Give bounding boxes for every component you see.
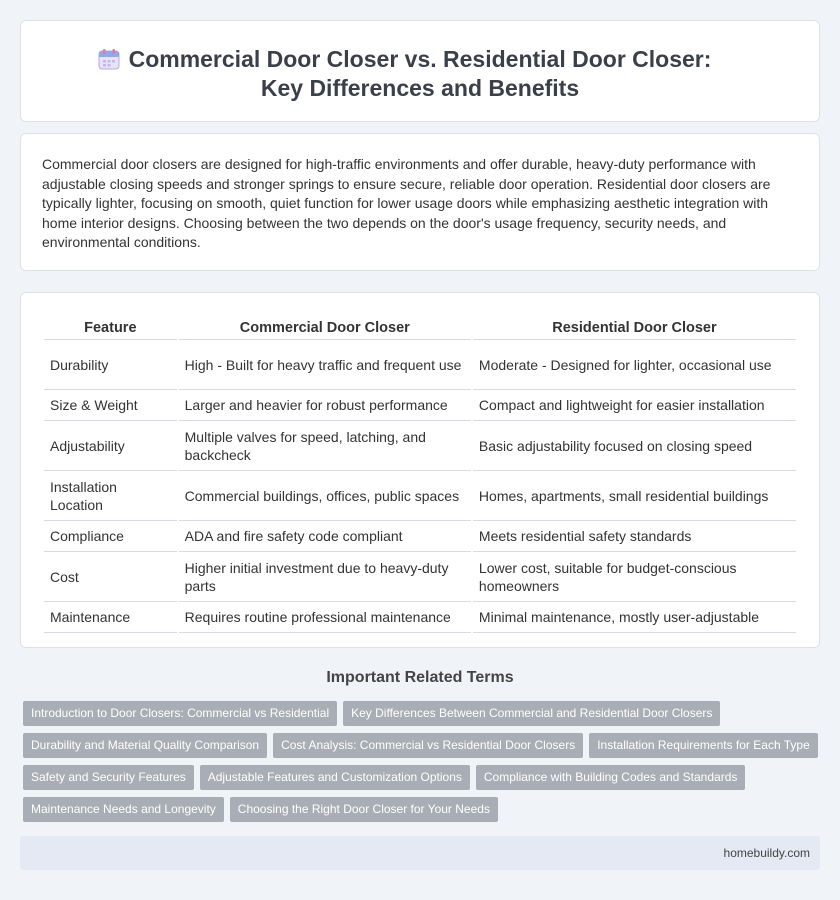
- residential-cell: Compact and lightweight for easier installation: [473, 390, 796, 421]
- comparison-card: [20, 292, 820, 648]
- table-row: [44, 521, 796, 552]
- intro-card: [20, 133, 820, 271]
- column-header-commercial: Commercial Door Closer: [179, 313, 471, 340]
- column-header-feature: Feature: [44, 313, 177, 340]
- table-row: [44, 471, 796, 521]
- commercial-cell: Commercial buildings, offices, public spaces: [179, 471, 471, 521]
- commercial-cell: Higher initial investment due to heavy-duty parts: [179, 552, 471, 602]
- feature-cell: Size & Weight: [44, 390, 177, 421]
- related-term-tag[interactable]: Key Differences Between Commercial and Residential Door Closers: [343, 701, 720, 726]
- feature-cell: Installation Location: [44, 471, 177, 521]
- commercial-cell: Multiple valves for speed, latching, and backcheck: [179, 421, 471, 471]
- commercial-cell: Larger and heavier for robust performance: [179, 390, 471, 421]
- feature-cell: Durability: [44, 340, 177, 390]
- header-card: [20, 20, 820, 122]
- feature-cell: Adjustability: [44, 421, 177, 471]
- related-term-tag[interactable]: Safety and Security Features: [23, 765, 194, 790]
- related-term-tag[interactable]: Maintenance Needs and Longevity: [23, 797, 224, 822]
- table-row: [44, 421, 796, 471]
- residential-cell: Moderate - Designed for lighter, occasional use: [473, 340, 796, 390]
- feature-cell: Compliance: [44, 521, 177, 552]
- footer: [20, 836, 820, 870]
- footer-site-link[interactable]: homebuildy.com: [723, 846, 810, 860]
- comparison-table: [42, 313, 798, 633]
- column-header-residential: Residential Door Closer: [473, 313, 796, 340]
- commercial-cell: Requires routine professional maintenance: [179, 602, 471, 633]
- related-term-tag[interactable]: Compliance with Building Codes and Standards: [476, 765, 745, 790]
- related-terms-list: [23, 701, 823, 829]
- related-term-tag[interactable]: Cost Analysis: Commercial vs Residential Door Closers: [273, 733, 583, 758]
- table-row: [44, 602, 796, 633]
- feature-cell: Maintenance: [44, 602, 177, 633]
- commercial-cell: ADA and fire safety code compliant: [179, 521, 471, 552]
- related-term-tag[interactable]: Durability and Material Quality Comparison: [23, 733, 267, 758]
- residential-cell: Meets residential safety standards: [473, 521, 796, 552]
- residential-cell: Basic adjustability focused on closing speed: [473, 421, 796, 471]
- page-title: Commercial Door Closer vs. Residential Door Closer: Key Differences and Benefits: [128, 46, 712, 101]
- residential-cell: Homes, apartments, small residential buildings: [473, 471, 796, 521]
- related-term-tag[interactable]: Adjustable Features and Customization Options: [200, 765, 470, 790]
- related-term-tag[interactable]: Introduction to Door Closers: Commercial vs Residential: [23, 701, 337, 726]
- related-terms-heading: Important Related Terms: [326, 669, 514, 686]
- related-term-tag[interactable]: Installation Requirements for Each Type: [589, 733, 818, 758]
- table-row: [44, 552, 796, 602]
- table-row: [44, 340, 796, 390]
- related-term-tag[interactable]: Choosing the Right Door Closer for Your Needs: [230, 797, 498, 822]
- intro-paragraph: Commercial door closers are designed for high-traffic environments and offer durable, heavy-duty performance with adjustable closing speeds and stronger springs to ensure secure, reliable door operation. Residential door closers are typically lighter, focusing on smooth, quiet function for lower usage doors while emphasizing aesthetic integration with home interior designs. Choosing between the two depends on the door's usage frequency, security needs, and environmental conditions.: [42, 156, 771, 250]
- feature-cell: Cost: [44, 552, 177, 602]
- residential-cell: Lower cost, suitable for budget-conscious homeowners: [473, 552, 796, 602]
- commercial-cell: High - Built for heavy traffic and frequent use: [179, 340, 471, 390]
- table-row: [44, 390, 796, 421]
- table-header-row: [44, 313, 796, 340]
- residential-cell: Minimal maintenance, mostly user-adjustable: [473, 602, 796, 633]
